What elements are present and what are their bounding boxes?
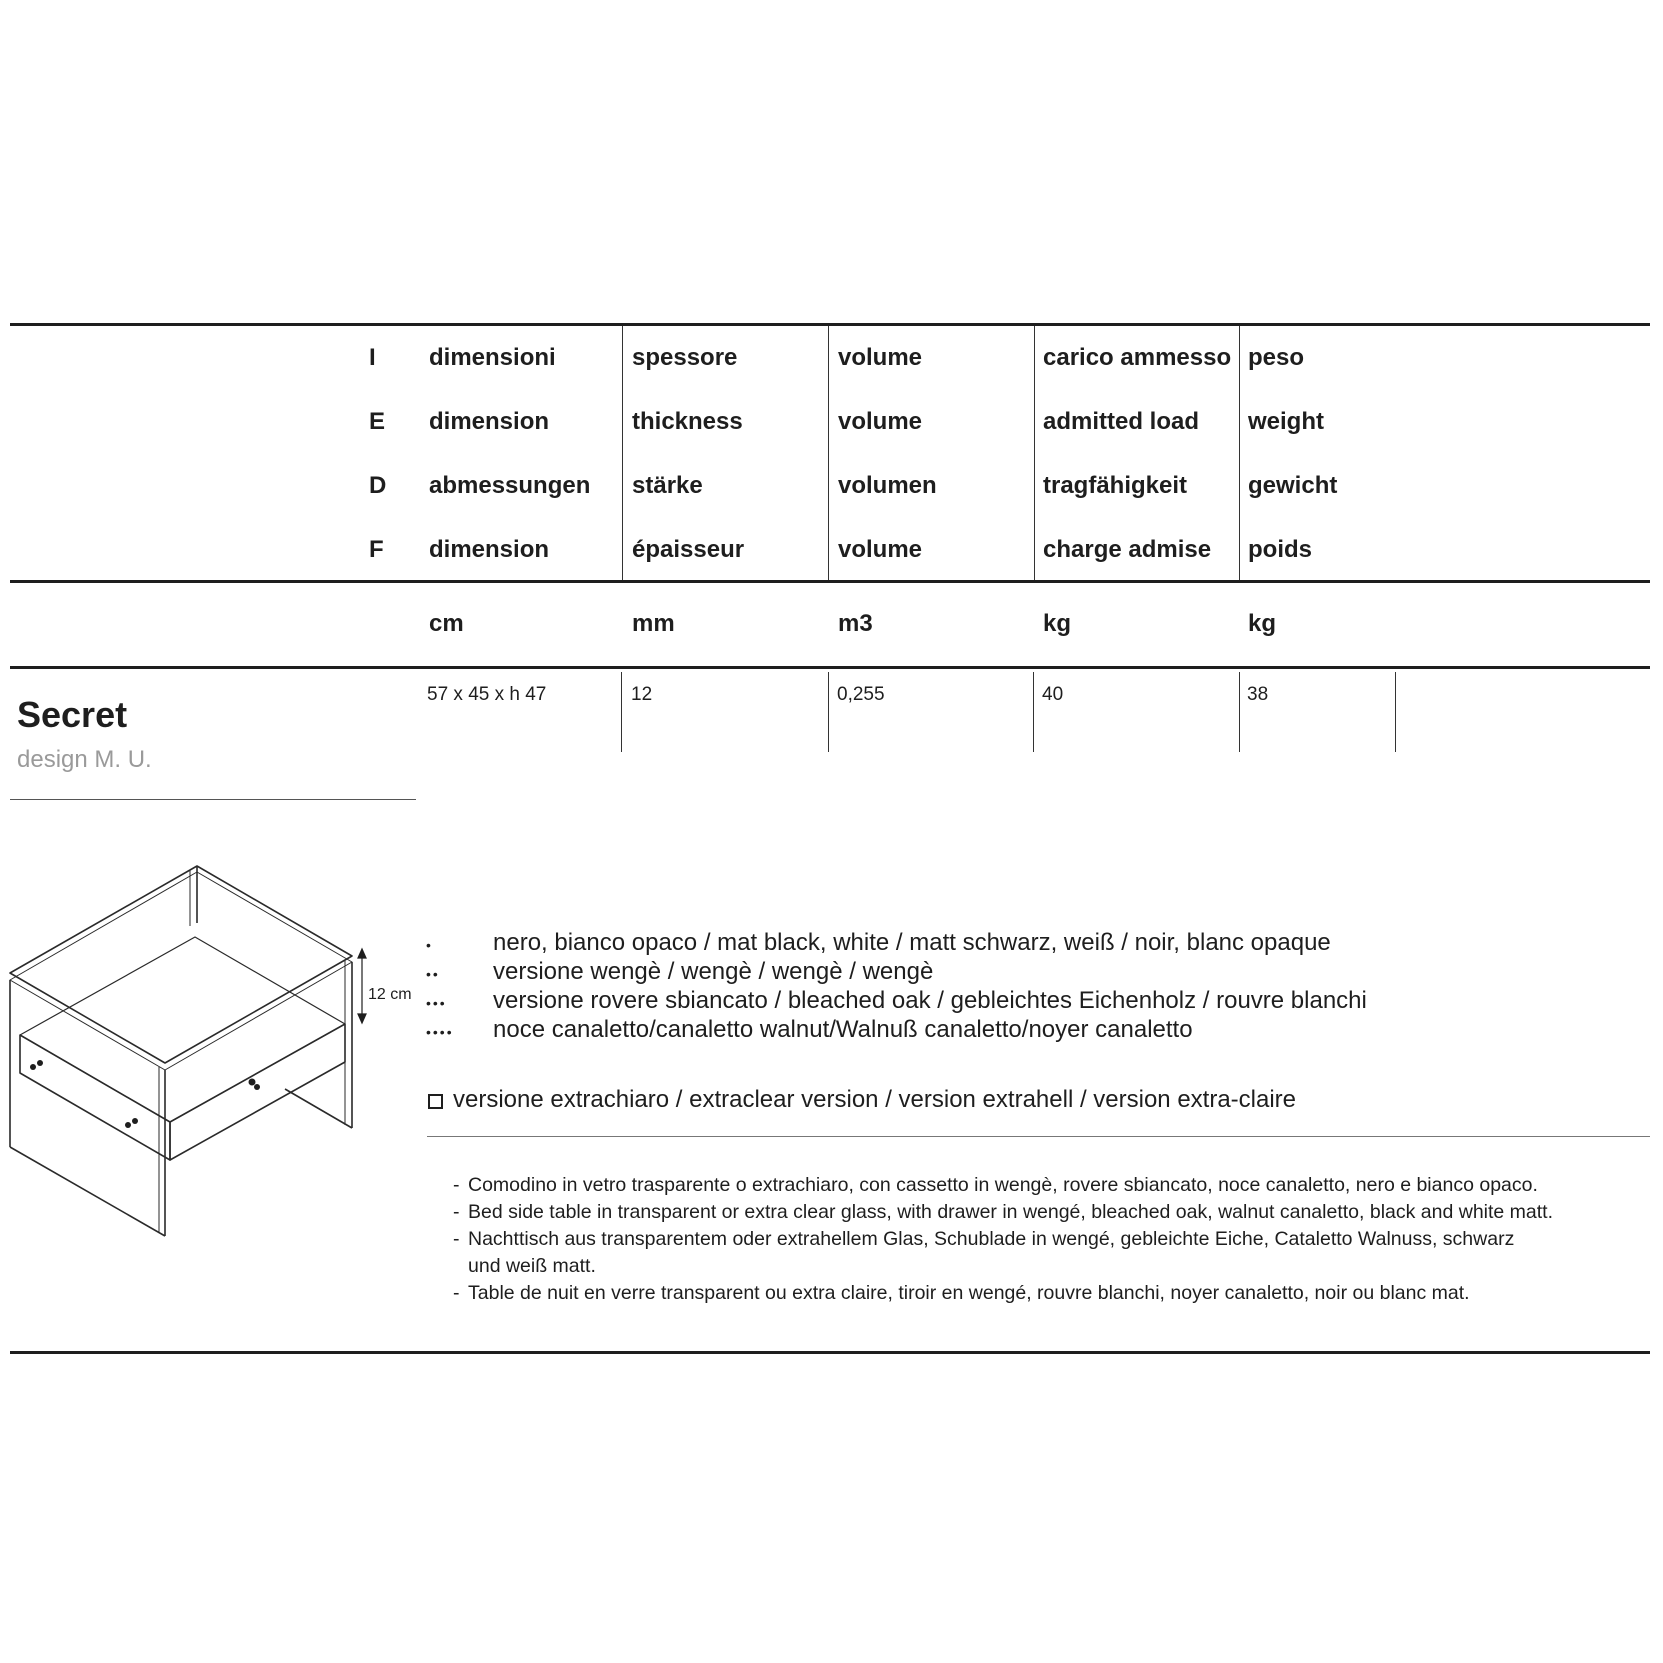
- column-unit: kg: [1248, 610, 1277, 637]
- finish-item: noce canaletto/canaletto walnut/Walnuß canaletto/noyer canaletto: [493, 1016, 1193, 1043]
- column-header: stärke: [632, 472, 703, 499]
- column-header: dimensioni: [429, 344, 556, 371]
- column-header: volume: [838, 536, 923, 563]
- column-header: tragfähigkeit: [1043, 472, 1188, 499]
- column-unit: kg: [1043, 610, 1072, 637]
- column-header: peso: [1248, 344, 1305, 371]
- table-top-rule: [10, 323, 1650, 326]
- page-bottom-rule: [10, 1351, 1650, 1354]
- column-header: gewicht: [1248, 472, 1338, 499]
- description-text: und weiß matt.: [468, 1255, 596, 1277]
- units-bottom-rule: [10, 666, 1650, 669]
- weight-value: 38: [1247, 684, 1269, 705]
- volume-value: 0,255: [837, 684, 885, 705]
- column-header: poids: [1248, 536, 1312, 563]
- bedside-table-drawing-icon: [0, 860, 420, 1240]
- description-dash: -: [453, 1174, 460, 1196]
- product-underline: [10, 799, 416, 800]
- value-divider: [1033, 672, 1034, 752]
- finish-item: versione rovere sbiancato / bleached oak / gebleichtes Eichenholz / rouvre blanchi: [493, 987, 1367, 1014]
- column-header: dimension: [429, 536, 550, 563]
- thickness-value: 12: [631, 684, 653, 705]
- value-divider: [1395, 672, 1396, 752]
- square-outline-icon: [428, 1094, 443, 1109]
- column-header: admitted load: [1043, 408, 1200, 435]
- column-unit: cm: [429, 610, 464, 637]
- header-divider: [1239, 326, 1240, 580]
- description-dash: -: [453, 1201, 460, 1223]
- dimension-label: 12 cm: [368, 986, 412, 1003]
- column-header: abmessungen: [429, 472, 591, 499]
- column-header: carico ammesso: [1043, 344, 1232, 371]
- column-header: épaisseur: [632, 536, 745, 563]
- language-code: E: [369, 408, 386, 435]
- column-header: weight: [1248, 408, 1324, 435]
- header-divider: [622, 326, 623, 580]
- language-code: F: [369, 536, 384, 563]
- finish-marker: ••••: [426, 1024, 454, 1040]
- description-text: Nachttisch aus transparentem oder extrahellem Glas, Schublade in wengé, gebleichte Eiche, Cataletto Walnuss, schwarz: [468, 1228, 1515, 1250]
- glass-option: versione extrachiaro / extraclear version / version extrahell / version extra-claire: [453, 1086, 1297, 1113]
- language-code: D: [369, 472, 387, 499]
- column-header: volume: [838, 344, 923, 371]
- finish-marker: •••: [426, 995, 447, 1011]
- header-divider: [1034, 326, 1035, 580]
- header-divider: [828, 326, 829, 580]
- description-dash: -: [453, 1228, 460, 1250]
- finish-item: nero, bianco opaco / mat black, white / matt schwarz, weiß / noir, blanc opaque: [493, 929, 1331, 956]
- product-name: Secret: [17, 694, 128, 735]
- column-unit: m3: [838, 610, 873, 637]
- value-divider: [1239, 672, 1240, 752]
- description-text: Bed side table in transparent or extra clear glass, with drawer in wengé, bleached oak, walnut canaletto, black and white matt.: [468, 1201, 1554, 1223]
- finishes-divider: [427, 1136, 1650, 1137]
- load-value: 40: [1042, 684, 1064, 705]
- header-bottom-rule: [10, 580, 1650, 583]
- finish-item: versione wengè / wengè / wengè / wengè: [493, 958, 934, 985]
- description-text: Comodino in vetro trasparente o extrachiaro, con cassetto in wengè, rovere sbiancato, noce canaletto, nero e bianco opaco.: [468, 1174, 1538, 1196]
- column-header: dimension: [429, 408, 550, 435]
- column-header: thickness: [632, 408, 743, 435]
- column-header: spessore: [632, 344, 738, 371]
- column-header: volumen: [838, 472, 937, 499]
- dimensions-value: 57 x 45 x h 47: [427, 684, 547, 705]
- finish-marker: ••: [426, 966, 440, 982]
- column-header: charge admise: [1043, 536, 1212, 563]
- description-text: Table de nuit en verre transparent ou extra claire, tiroir en wengé, rouvre blanchi, noyer canaletto, noir ou blanc mat.: [468, 1282, 1470, 1304]
- value-divider: [621, 672, 622, 752]
- column-unit: mm: [632, 610, 675, 637]
- product-designer: design M. U.: [17, 746, 152, 773]
- column-header: volume: [838, 408, 923, 435]
- finish-marker: •: [426, 937, 433, 953]
- value-divider: [828, 672, 829, 752]
- language-code: I: [369, 344, 376, 371]
- description-dash: -: [453, 1282, 460, 1304]
